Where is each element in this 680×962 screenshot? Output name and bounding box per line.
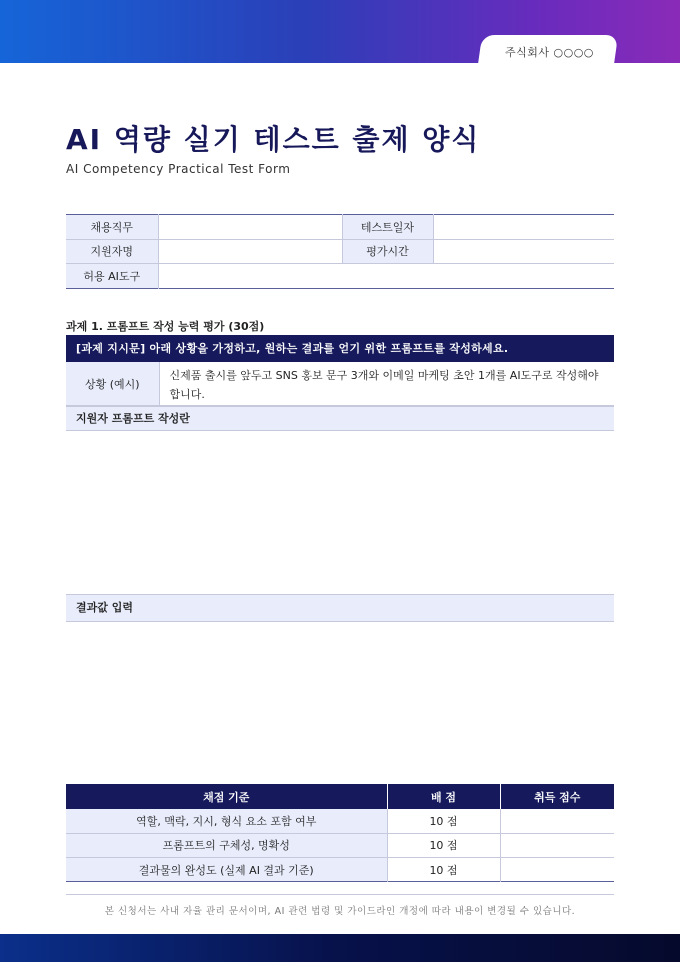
prompt-area-field[interactable]: [66, 432, 614, 592]
points-header: 배 점: [387, 784, 500, 809]
company-name: 주식회사 ○○○○: [505, 46, 594, 59]
document-subtitle: AI Competency Practical Test Form: [66, 162, 291, 176]
earned-score-field[interactable]: [500, 833, 614, 857]
position-label: 채용직무: [66, 215, 158, 240]
applicant-name-label: 지원자명: [66, 239, 158, 264]
position-field[interactable]: [158, 215, 342, 240]
result-input-header: 결과값 입력: [66, 594, 614, 622]
test-date-label: 테스트일자: [342, 215, 433, 240]
document-title: AI 역량 실기 테스트 출제 양식: [66, 123, 481, 156]
scoring-header-row: [66, 784, 614, 809]
criterion-cell: 결과물의 완성도 (실제 AI 결과 기준): [66, 858, 387, 882]
test-date-field[interactable]: [433, 215, 614, 240]
criterion-cell: 역할, 맥락, 지시, 형식 요소 포함 여부: [66, 809, 387, 833]
info-row: [66, 264, 614, 289]
situation-table: [66, 362, 614, 406]
earned-score-field[interactable]: [500, 809, 614, 833]
footer-gradient-band: [0, 934, 680, 962]
points-cell: 10 점: [387, 833, 500, 857]
earned-score-field[interactable]: [500, 858, 614, 882]
footer-note: 본 신청서는 사내 자율 관리 문서이며, AI 관련 법령 및 가이드라인 개정에 따라 내용이 변경될 수 있습니다.: [104, 906, 576, 917]
table-row: [66, 833, 614, 857]
table-row: [66, 809, 614, 833]
duration-field[interactable]: [433, 239, 614, 264]
table-row: [66, 858, 614, 882]
prompt-area-header: 지원자 프롬프트 작성란: [66, 406, 614, 431]
points-cell: 10 점: [387, 858, 500, 882]
duration-label: 평가시간: [342, 239, 433, 264]
task-instruction: [과제 지시문] 아래 상황을 가정하고, 원하는 결과를 얻기 위한 프롬프트를 작성하세요.: [66, 335, 614, 362]
earned-header: 취득 점수: [500, 784, 614, 809]
task-section-title: 과제 1. 프롬프트 작성 능력 평가 (30점): [66, 320, 265, 333]
situation-label: 상황 (예시): [66, 362, 159, 406]
criterion-cell: 프롬프트의 구체성, 명확성: [66, 833, 387, 857]
info-row: [66, 215, 614, 240]
footer-divider: [66, 894, 614, 895]
allowed-tools-label: 허용 AI도구: [66, 264, 158, 289]
allowed-tools-field[interactable]: [158, 264, 614, 289]
applicant-name-field[interactable]: [158, 239, 342, 264]
info-row: [66, 239, 614, 264]
scoring-table: [66, 784, 614, 882]
situation-text: 신제품 출시를 앞두고 SNS 홍보 문구 3개와 이메일 마케팅 초안 1개를 AI도구로 작성해야 합니다.: [169, 369, 599, 401]
criterion-header: 채점 기준: [66, 784, 387, 809]
result-input-field[interactable]: [66, 623, 614, 778]
points-cell: 10 점: [387, 809, 500, 833]
applicant-info-table: [66, 214, 614, 289]
